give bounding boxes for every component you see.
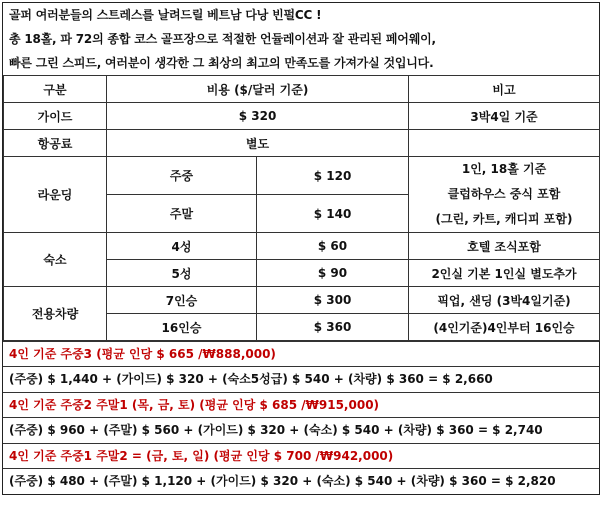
airfare-label: 항공료 [4,130,107,157]
vehicle-label: 전용차량 [4,287,107,341]
header-cost: 비용 ($/달러 기준) [107,76,409,103]
table-row-vehicle-7 [4,287,600,314]
guide-price: $ 320 [107,103,409,130]
rounding-weekday-sub: 주중 [107,157,257,195]
table-row-guide [4,103,600,130]
rounding-weekend-price: $ 140 [257,195,409,233]
package-3-calc: (주중) $ 480 + (주말) $ 1,120 + (가이드) $ 320 + (숙소) $ 540 + (차량) $ 360 = $ 2,820 [3,468,599,494]
guide-label: 가이드 [4,103,107,130]
table-row-rounding-weekday [4,157,600,195]
table-header-row [4,76,600,103]
lodging-label: 숙소 [4,233,107,287]
package-2-title: 4인 기준 주중2 주말1 (목, 금, 토) (평균 인당 $ 685 /₩915,000) [3,392,599,417]
table-row-lodging-4star [4,233,600,260]
header-category: 구분 [4,76,107,103]
rounding-note-1: 1인, 18홀 기준 [461,162,547,176]
lodging-4star-price: $ 60 [257,233,409,260]
lodging-5star-price: $ 90 [257,260,409,287]
lodging-5star-note: 2인실 기본 1인실 별도추가 [409,260,600,287]
package-2-calc: (주중) $ 960 + (주말) $ 560 + (가이드) $ 320 + (숙소) $ 540 + (차량) $ 360 = $ 2,740 [3,417,599,443]
lodging-4star-note: 호텔 조식포함 [409,233,600,260]
package-1-title: 4인 기준 주중3 (평균 인당 $ 665 /₩888,000) [3,341,599,366]
airfare-price: 별도 [107,130,409,157]
rounding-label: 라운딩 [4,157,107,233]
pricing-table [3,75,600,341]
vehicle-16-sub: 16인승 [107,314,257,341]
intro-line-1: 골퍼 여러분들의 스트레스를 날려드릴 베트남 다낭 빈펄CC ! [9,8,322,22]
intro-line-3: 빠른 그린 스피드, 여러분이 생각한 그 최상의 최고의 만족도를 가져가실 것입니다. [9,56,434,70]
table-row-airfare [4,130,600,157]
vehicle-7-sub: 7인승 [107,287,257,314]
package-1-calc: (주중) $ 1,440 + (가이드) $ 320 + (숙소5성급) $ 540 + (차량) $ 360 = $ 2,660 [3,366,599,392]
airfare-note [409,130,600,157]
package-3-title: 4인 기준 주중1 주말2 = (금, 토, 일) (평균 인당 $ 700 /₩942,000) [3,443,599,468]
golf-pricing-sheet [2,2,600,495]
intro-line-2: 총 18홀, 파 72의 종합 코스 골프장으로 적절한 언듈레이션과 잘 관리된 페어웨이, [9,32,436,46]
rounding-note-2: 클럽하우스 중식 포함 [447,187,561,201]
rounding-notes [409,157,600,233]
guide-note: 3박4일 기준 [409,103,600,130]
rounding-weekday-price: $ 120 [257,157,409,195]
lodging-5star-sub: 5성 [107,260,257,287]
vehicle-7-price: $ 300 [257,287,409,314]
vehicle-16-note: (4인기준)4인부터 16인승 [409,314,600,341]
lodging-4star-sub: 4성 [107,233,257,260]
rounding-weekend-sub: 주말 [107,195,257,233]
header-note: 비고 [409,76,600,103]
vehicle-7-note: 픽업, 샌딩 (3박4일기준) [409,287,600,314]
vehicle-16-price: $ 360 [257,314,409,341]
rounding-note-3: (그린, 카트, 캐디피 포함) [435,212,573,226]
